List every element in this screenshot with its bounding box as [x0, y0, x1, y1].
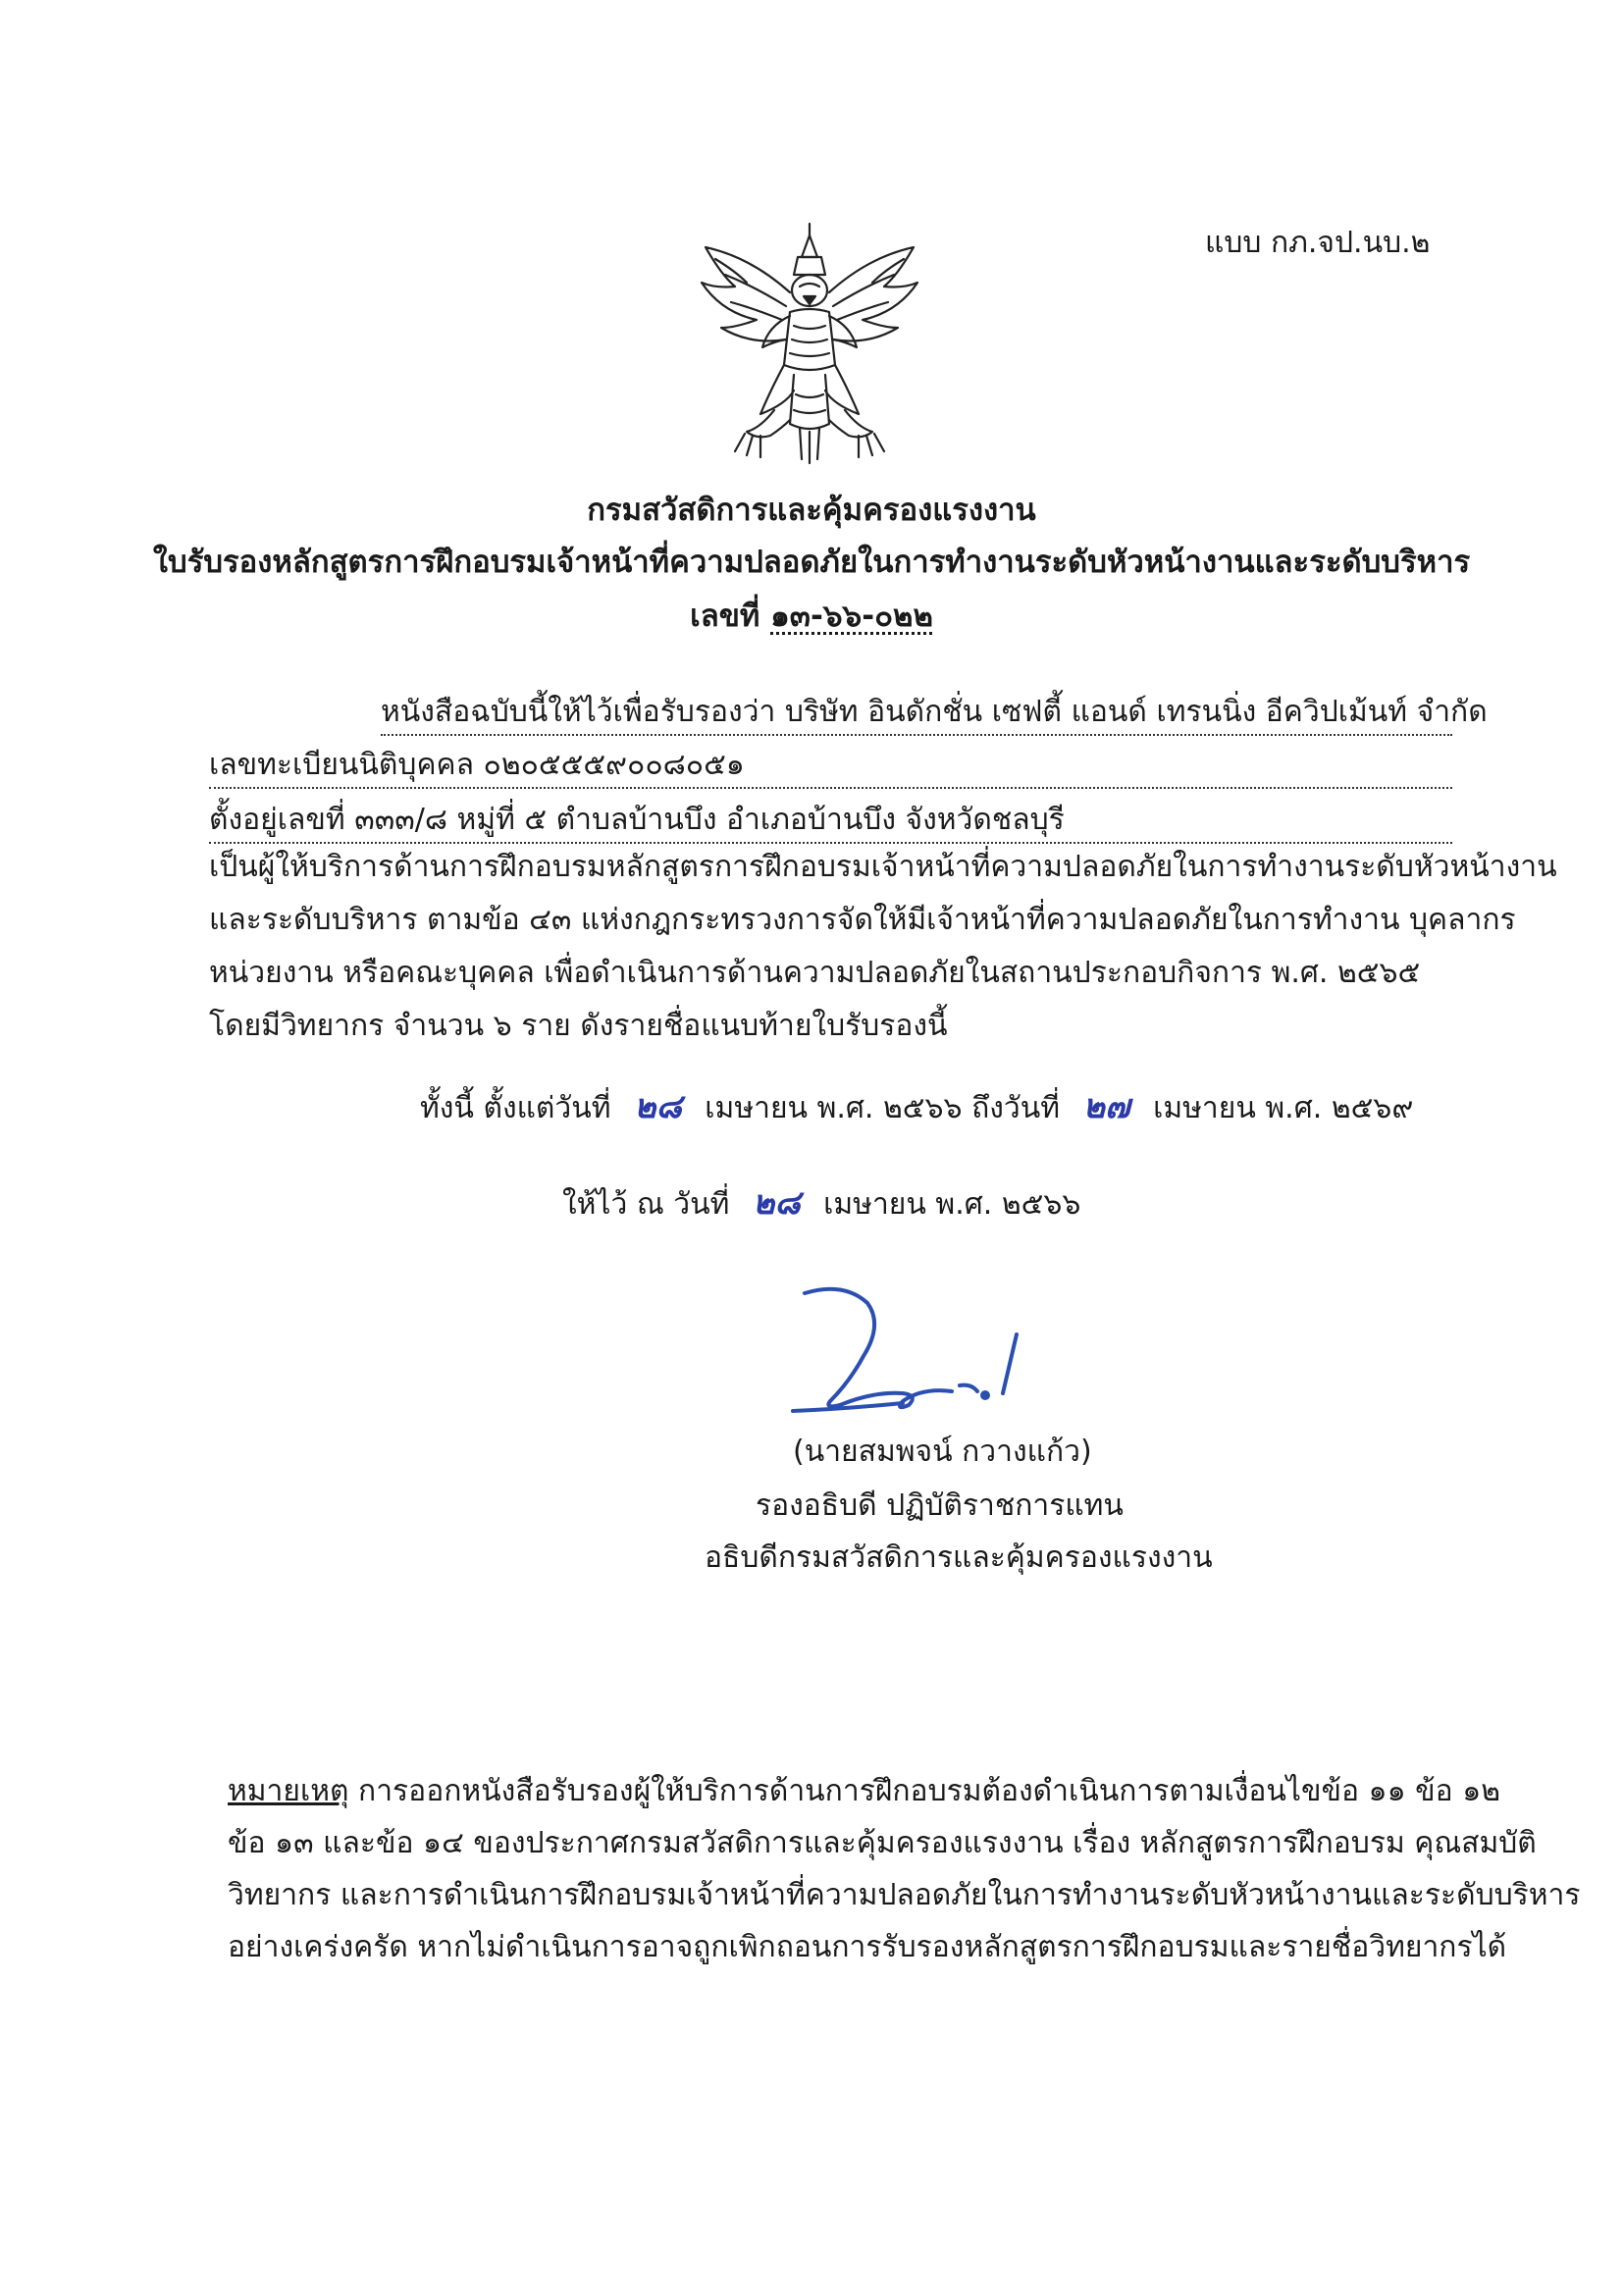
note-line: วิทยากร และการดำเนินการฝึกอบรมเจ้าหน้าที่ความปลอดภัยในการทำงานระดับหัวหน้างานและระดับบริหาร — [228, 1878, 1581, 1912]
given-month-year: เมษายน พ.ศ. ๒๕๖๖ — [823, 1187, 1081, 1222]
signer-title: อธิบดีกรมสวัสดิการและคุ้มครองแรงงาน — [705, 1540, 1213, 1575]
certificate-number-line — [0, 597, 1623, 636]
signature — [785, 1276, 1050, 1433]
start-day-handwritten: ๒๘ — [634, 1087, 682, 1126]
garuda-emblem — [692, 218, 927, 471]
period-end-month-year: เมษายน พ.ศ. ๒๕๖๙ — [1153, 1091, 1414, 1125]
certificate-number-label: เลขที่ — [690, 599, 760, 634]
body-paragraph-line: และระดับบริหาร ตามข้อ ๔๓ แห่งกฎกระทรวงการจัดให้มีเจ้าหน้าที่ความปลอดภัยในการทำงาน บุคลากร — [209, 903, 1516, 937]
given-day-handwritten: ๒๘ — [752, 1183, 801, 1223]
note-line: อย่างเคร่งครัด หากไม่ดำเนินการอาจถูกเพิกถอนการรับรองหลักสูตรการฝึกอบรมและรายชื่อวิทยากรได้ — [228, 1930, 1507, 1964]
certificate-title: ใบรับรองหลักสูตรการฝึกอบรมเจ้าหน้าที่ความปลอดภัยในการทำงานระดับหัวหน้างานและระดับบริหาร — [152, 545, 1471, 580]
registration-value: ๐๒๐๕๕๕๙๐๐๘๐๕๑ — [483, 748, 745, 782]
validity-period — [420, 1087, 1413, 1128]
signer-role: รองอธิบดี ปฏิบัติราชการแทน — [756, 1488, 1124, 1523]
address-line — [209, 801, 1452, 844]
address-label: ตั้งอยู่เลขที่ — [209, 803, 345, 837]
note-line — [228, 1772, 1500, 1811]
note-text: การออกหนังสือรับรองผู้ให้บริการด้านการฝึกอบรมต้องดำเนินการตามเงื่อนไขข้อ ๑๑ ข้อ ๑๒ — [358, 1774, 1501, 1808]
body-paragraph-line: เป็นผู้ให้บริการด้านการฝึกอบรมหลักสูตรการฝึกอบรมเจ้าหน้าที่ความปลอดภัยในการทำงานระดับหัวหน้างาน — [209, 850, 1557, 884]
certificate-number-value: ๑๓-๖๖-๐๒๒ — [770, 599, 933, 634]
department-title: กรมสวัสดิการและคุ้มครองแรงงาน — [587, 493, 1036, 528]
note-label: หมายเหตุ — [228, 1774, 349, 1808]
period-prefix: ทั้งนี้ ตั้งแต่วันที่ — [420, 1091, 611, 1125]
body-paragraph-line: หน่วยงาน หรือคณะบุคคล เพื่อดำเนินการด้านความปลอดภัยในสถานประกอบกิจการ พ.ศ. ๒๕๖๕ — [209, 956, 1421, 990]
address-value: ๓๓๓/๘ หมู่ที่ ๕ ตำบลบ้านบึง อำเภอบ้านบึง จังหวัดชลบุรี — [354, 803, 1065, 837]
registration-line — [209, 746, 1452, 789]
registration-label: เลขทะเบียนนิติบุคคล — [209, 748, 474, 782]
company-line — [381, 693, 1488, 736]
company-value: บริษัท อินดักชั่น เซฟตี้ แอนด์ เทรนนิ่ง อีควิปเม้นท์ จำกัด — [784, 695, 1488, 729]
body-paragraph-line: โดยมีวิทยากร จำนวน ๖ ราย ดังรายชื่อแนบท้ายใบรับรองนี้ — [209, 1009, 948, 1043]
given-date — [562, 1183, 1080, 1225]
signer-name: (นายสมพจน์ กวางแก้ว) — [793, 1435, 1092, 1469]
note-line: ข้อ ๑๓ และข้อ ๑๔ ของประกาศกรมสวัสดิการและคุ้มครองแรงงาน เรื่อง หลักสูตรการฝึกอบรม คุณสมบัติ — [228, 1826, 1537, 1860]
form-code: แบบ กภ.จป.นบ.๒ — [1205, 226, 1431, 260]
end-day-handwritten: ๒๗ — [1082, 1087, 1130, 1126]
given-prefix: ให้ไว้ ณ วันที่ — [562, 1187, 730, 1222]
company-label: หนังสือฉบับนี้ให้ไว้เพื่อรับรองว่า — [381, 695, 776, 729]
period-start-month-year: เมษายน พ.ศ. ๒๕๖๖ ถึงวันที่ — [705, 1091, 1061, 1125]
